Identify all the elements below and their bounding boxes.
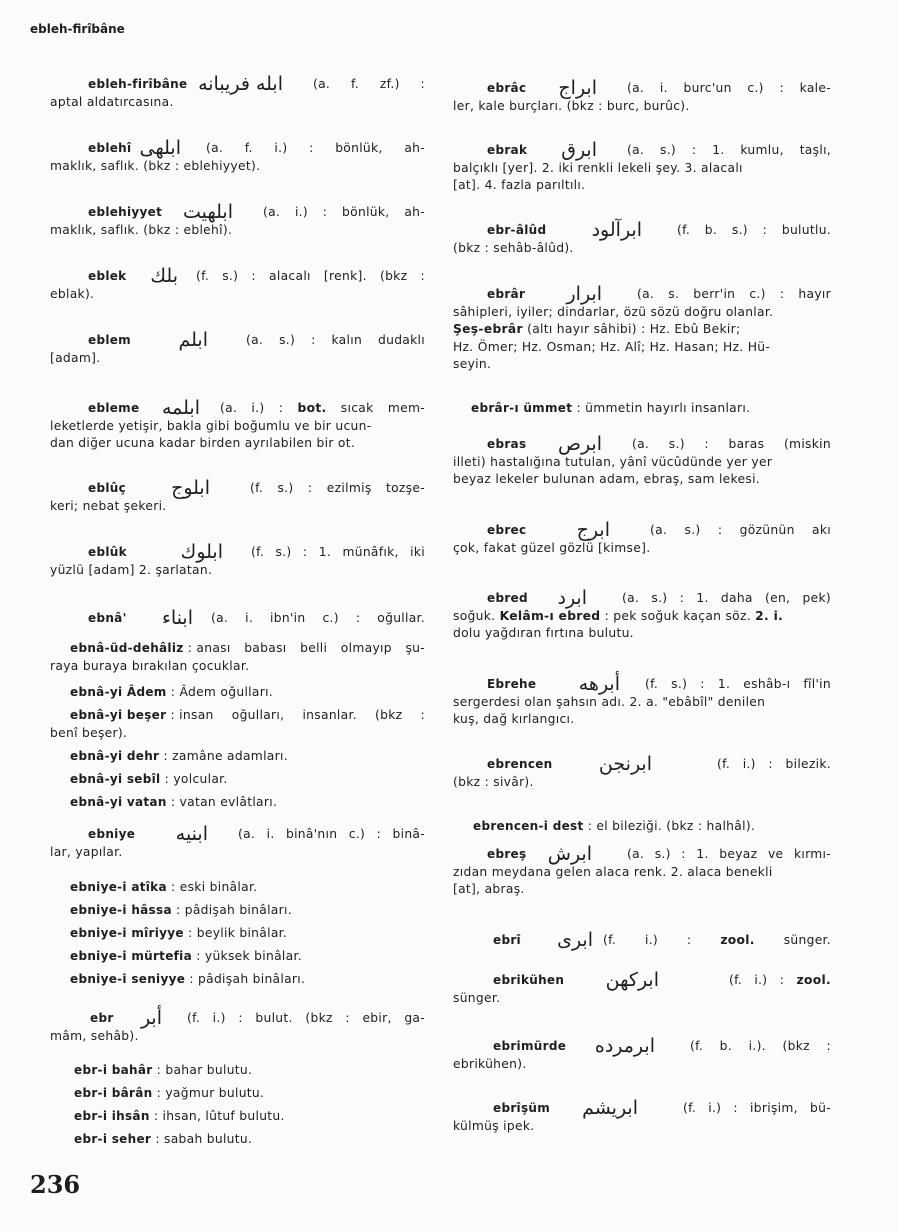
sub-entry-definition: yolcular. (173, 772, 228, 786)
entry-arabic-script: ابرد (557, 587, 587, 610)
entry-arabic-script: ابرج (576, 519, 610, 542)
dictionary-entry (453, 1035, 831, 1073)
entry-arabic-script: ابرنجن (598, 753, 652, 776)
sub-entry-term: ebnâ-üd-dehâliz (70, 641, 184, 655)
dictionary-entry (50, 1007, 425, 1045)
page-number: 236 (30, 1170, 81, 1199)
dictionary-entry (50, 823, 425, 861)
entry-headword: ebrak (487, 143, 528, 157)
sub-entry-term: ebr-i bahâr (74, 1063, 153, 1077)
entry-definition: (a. s.) : baras (miskin (632, 437, 831, 451)
entry-headword: ebred (487, 591, 528, 605)
entry-arabic-script: ابرار (566, 283, 602, 306)
entry-arabic-script: ابله فريبانه (198, 73, 283, 96)
entry-arabic-script: ابريشم (582, 1097, 638, 1120)
entry-headword: ebleh-firîbâne (88, 77, 188, 91)
sub-entry: ebniye-i mürtefia : yüksek binâlar. (50, 948, 425, 966)
entry-headword: ebrî (493, 933, 521, 947)
sub-entry-definition: insan oğulları, insanlar. (bkz : (179, 708, 425, 722)
sub-entry-term: ebnâ-yi beşer (70, 708, 167, 722)
dictionary-entry (50, 607, 425, 630)
entry-definition-continued: [adam]. (50, 350, 101, 365)
entry-definition: (a. i.) : bönlük, ah- (263, 205, 425, 219)
sub-entry-definition: eski binâlar. (179, 880, 258, 894)
entry-definition: (f. i.) : zool. sünger. (603, 933, 831, 947)
sub-entry: ebr-i ihsân : ihsan, lûtuf bulutu. (50, 1108, 425, 1126)
entry-definition-continued: ebrikühen). (453, 1056, 527, 1071)
sub-entry-definition: pâdişah binâları. (184, 903, 292, 917)
entry-arabic-script: ابرق (561, 139, 597, 162)
entry-definition-continued: maklık, saflık. (bkz : eblehiyyet). (50, 158, 261, 173)
sub-entry-term: ebrencen-i dest (473, 819, 584, 833)
sub-entry: ebnâ-üd-dehâliz : anası babası belli olmayıp şu- raya buraya bırakılan çocuklar. (50, 640, 425, 675)
entry-definition-continued: aptal aldatırcasına. (50, 94, 174, 109)
sub-entry-definition: vatan evlâtları. (179, 795, 278, 809)
entry-headword: eblem (88, 333, 131, 347)
entry-headword: eblek (88, 269, 127, 283)
entry-definition: (a. i.) : bot. sıcak mem- (220, 401, 425, 415)
sub-entry: ebniye-i atîka : eski binâlar. (50, 879, 425, 897)
entry-headword: Ebrehe (487, 677, 537, 691)
entry-definition-continued: zıdan meydana gelen alaca renk. 2. alaca benekli [at], abraş. (453, 864, 773, 896)
sub-entry: ebrâr-ı ümmet : ümmetin hayırlı insanları. (453, 400, 831, 418)
entry-headword: eblehî (88, 141, 132, 155)
entry-arabic-script: ابلهى (139, 137, 181, 160)
entry-definition-continued: sâhipleri, iyiler; dindarlar, özü sözü doğru olanlar. Şeş-ebrâr (altı hayır sâhibi) : Hz. Ebû Bekir; Hz. Ömer; Hz. Osman; Hz. Alî; Hz. Hasan; Hz. Hü- seyin. (453, 304, 774, 371)
entry-headword: ebnâ' (88, 611, 127, 625)
sub-entry-term: ebniye-i mürtefia (70, 949, 192, 963)
sub-entry-definition: beylik binâlar. (196, 926, 288, 940)
entry-headword: ebreş (487, 847, 527, 861)
entry-arabic-script: أبرهه (578, 673, 620, 696)
entry-headword: ebr (90, 1011, 114, 1025)
dictionary-entry (50, 265, 425, 303)
entry-arabic-script: ابرش (547, 843, 592, 866)
sub-entry-term: ebniye-i atîka (70, 880, 167, 894)
entry-headword: eblehiyyet (88, 205, 163, 219)
sub-entry: ebr-i bahâr : bahar bulutu. (50, 1062, 425, 1080)
dictionary-entry (50, 477, 425, 515)
sub-entry-term: ebnâ-yi vatan (70, 795, 167, 809)
sub-entry: ebr-i bârân : yağmur bulutu. (50, 1085, 425, 1103)
sub-entry-definition: el bileziği. (bkz : halhâl). (596, 819, 756, 833)
entry-definition-continued: keri; nebat şekeri. (50, 498, 167, 513)
entry-arabic-script: ابرآلود (591, 219, 642, 242)
dictionary-entry (453, 1097, 831, 1135)
sub-entry: ebnâ-yi dehr : zamâne adamları. (50, 748, 425, 766)
entry-definition: (f. i.) : zool. (729, 973, 831, 987)
entry-definition-continued: sergerdesi olan şahsın adı. 2. a. "ebâbîl" denilen kuş, dağ kırlangıcı. (453, 694, 766, 726)
sub-entry: ebniye-i hâssa : pâdişah binâları. (50, 902, 425, 920)
entry-headword: ebrâc (487, 81, 527, 95)
sub-entry-term: ebr-i seher (74, 1132, 152, 1146)
sub-entry: ebnâ-yi vatan : vatan evlâtları. (50, 794, 425, 812)
dictionary-entry (50, 137, 425, 175)
dictionary-entry (453, 433, 831, 489)
sub-entry-definition: bahar bulutu. (165, 1063, 253, 1077)
entry-definition-continued: soğuk. Kelâm-ı ebred : pek soğuk kaçan söz. 2. i. dolu yağdıran fırtına bulutu. (453, 608, 784, 640)
entry-headword: ebrencen (487, 757, 553, 771)
entry-definition: (f. b. s.) : bulutlu. (677, 223, 831, 237)
entry-definition-continued: mâm, sehâb). (50, 1028, 139, 1043)
entry-definition: (a. s.) : 1. daha (en, pek) (622, 591, 831, 605)
entry-arabic-script: ابركهن (605, 969, 659, 992)
entry-headword: ebleme (88, 401, 140, 415)
sub-entry-term: ebnâ-yi dehr (70, 749, 160, 763)
entry-headword: ebniye (88, 827, 136, 841)
dictionary-entry (50, 397, 425, 453)
entry-definition: (f. i.) : ibrişim, bü- (683, 1101, 831, 1115)
entry-definition-continued: balçıklı [yer]. 2. iki renkli lekeli şey. 3. alacalı [at]. 4. fazla parıltılı. (453, 160, 743, 192)
sub-entry-term: ebnâ-yi Âdem (70, 685, 167, 699)
sub-entry-term: ebnâ-yi sebîl (70, 772, 161, 786)
entry-headword: ebrâr (487, 287, 526, 301)
entry-definition: (f. s.) : 1. münâfık, iki (251, 545, 425, 559)
entry-headword: ebrikühen (493, 973, 565, 987)
sub-entry-definition: sabah bulutu. (163, 1132, 253, 1146)
entry-arabic-script: ابرمرده (594, 1035, 655, 1058)
sub-entry-term: ebr-i ihsân (74, 1109, 150, 1123)
entry-definition: (a. i. binâ'nın c.) : binâ- (238, 827, 425, 841)
sub-entry-definition: Âdem oğulları. (179, 685, 273, 699)
sub-entry-term: ebr-i bârân (74, 1086, 153, 1100)
sub-entry-term: ebniye-i mîriyye (70, 926, 184, 940)
entry-definition: (f. s.) : 1. eshâb-ı fîl'in (645, 677, 831, 691)
sub-entry: ebniye-i mîriyye : beylik binâlar. (50, 925, 425, 943)
dictionary-entry (453, 843, 831, 899)
entry-arabic-script: ابنيه (175, 823, 208, 846)
sub-entry-definition: ümmetin hayırlı insanları. (585, 401, 751, 415)
entry-definition-continued: leketlerde yetişir, bakla gibi boğumlu ve bir ucun- dan diğer ucuna kadar birden ayrılabilen bir ot. (50, 418, 372, 450)
dictionary-entry (453, 753, 831, 791)
dictionary-entry (453, 283, 831, 374)
dictionary-entry (50, 73, 425, 111)
dictionary-entry (453, 969, 831, 1007)
entry-arabic-script: ابلمه (161, 397, 200, 420)
entry-arabic-script: ابناء (161, 607, 193, 630)
sub-entry-definition: yağmur bulutu. (165, 1086, 265, 1100)
entry-definition-continued: (bkz : sivâr). (453, 774, 534, 789)
sub-entry-definition: ihsan, lûtuf bulutu. (162, 1109, 285, 1123)
entry-arabic-script: بلك (150, 265, 178, 288)
entry-headword: ebrec (487, 523, 527, 537)
entry-definition: (a. s. berr'in c.) : hayır (637, 287, 831, 301)
entry-definition: (a. f. zf.) : (313, 77, 425, 91)
sub-entry-definition-continued: benî beşer). (50, 725, 128, 740)
entry-definition-continued: maklık, saflık. (bkz : eblehî). (50, 222, 233, 237)
running-head: ebleh-firîbâne (30, 22, 125, 36)
entry-definition: (a. s.) : kalın dudaklı (246, 333, 425, 347)
entry-arabic-script: ابلوج (171, 477, 210, 500)
entry-arabic-script: ابلم (178, 329, 208, 352)
entry-headword: eblûç (88, 481, 126, 495)
sub-entry-definition-continued: raya buraya bırakılan çocuklar. (50, 658, 250, 673)
entry-definition-continued: çok, fakat güzel gözlü [kimse]. (453, 540, 651, 555)
entry-definition: (a. i. ibn'in c.) : oğullar. (211, 611, 425, 625)
entry-arabic-script: أبر (140, 1007, 162, 1030)
entry-definition: (f. i.) : bilezik. (717, 757, 831, 771)
sub-entry-definition: anası babası belli olmayıp şu- (196, 641, 425, 655)
sub-entry: ebniye-i seniyye : pâdişah binâları. (50, 971, 425, 989)
dictionary-entry (50, 201, 425, 239)
entry-arabic-script: ابلوك (180, 541, 223, 564)
dictionary-entry (453, 673, 831, 729)
dictionary-entry (453, 929, 831, 952)
entry-definition-continued: lar, yapılar. (50, 844, 123, 859)
sub-entry-term: ebniye-i hâssa (70, 903, 172, 917)
dictionary-entry (50, 541, 425, 579)
entry-definition: (a. s.) : 1. beyaz ve kırmı- (627, 847, 831, 861)
entry-arabic-script: ابراج (558, 77, 597, 100)
entry-definition: (f. s.) : alacalı [renk]. (bkz : (196, 269, 425, 283)
dictionary-entry (453, 587, 831, 643)
sub-entry: ebr-i seher : sabah bulutu. (50, 1131, 425, 1149)
sub-entry: ebnâ-yi sebîl : yolcular. (50, 771, 425, 789)
dictionary-entry (453, 219, 831, 257)
entry-definition: (f. b. i.). (bkz : (690, 1039, 831, 1053)
sub-entry: ebnâ-yi Âdem : Âdem oğulları. (50, 684, 425, 702)
entry-headword: eblûk (88, 545, 127, 559)
sub-entry: ebrencen-i dest : el bileziği. (bkz : halhâl). (453, 818, 831, 836)
sub-entry-definition: zamâne adamları. (172, 749, 288, 763)
entry-definition: (a. i. burc'un c.) : kale- (627, 81, 831, 95)
entry-definition-continued: sünger. (453, 990, 501, 1005)
entry-definition-continued: eblak). (50, 286, 95, 301)
entry-definition-continued: külmüş ipek. (453, 1118, 535, 1133)
sub-entry-term: ebniye-i seniyye (70, 972, 186, 986)
entry-definition-continued: ler, kale burçları. (bkz : burc, burûc). (453, 98, 690, 113)
entry-definition-continued: yüzlü [adam] 2. şarlatan. (50, 562, 213, 577)
dictionary-entry (50, 329, 425, 367)
entry-headword: ebrimürde (493, 1039, 567, 1053)
entry-headword: ebr-âlûd (487, 223, 547, 237)
sub-entry: ebnâ-yi beşer : insan oğulları, insanlar. (bkz : benî beşer). (50, 707, 425, 742)
sub-entry-definition: yüksek binâlar. (204, 949, 302, 963)
entry-definition-continued: illeti) hastalığına tutulan, yânî vücûdünde yer yer beyaz lekeler bulunan adam, ebraş, sam lekesi. (453, 454, 773, 486)
entry-definition: (f. s.) : ezilmiş tozşe- (250, 481, 425, 495)
entry-definition: (a. s.) : gözünün akı (650, 523, 831, 537)
entry-definition-continued: (bkz : sehâb-âlûd). (453, 240, 574, 255)
entry-headword: ebrîşüm (493, 1101, 551, 1115)
dictionary-entry (453, 77, 831, 115)
entry-headword: ebras (487, 437, 527, 451)
dictionary-entry (453, 519, 831, 557)
dictionary-entry (453, 139, 831, 195)
entry-definition: (a. f. i.) : bönlük, ah- (206, 141, 425, 155)
sub-entry-term: ebrâr-ı ümmet (471, 401, 573, 415)
entry-definition: (f. i.) : bulut. (bkz : ebir, ga- (187, 1011, 425, 1025)
entry-arabic-script: ابرص (557, 433, 602, 456)
entry-arabic-script: ابرى (557, 929, 593, 952)
sub-entry-definition: pâdişah binâları. (198, 972, 306, 986)
entry-definition: (a. s.) : 1. kumlu, taşlı, (627, 143, 831, 157)
entry-arabic-script: ابلهيت (182, 201, 233, 224)
